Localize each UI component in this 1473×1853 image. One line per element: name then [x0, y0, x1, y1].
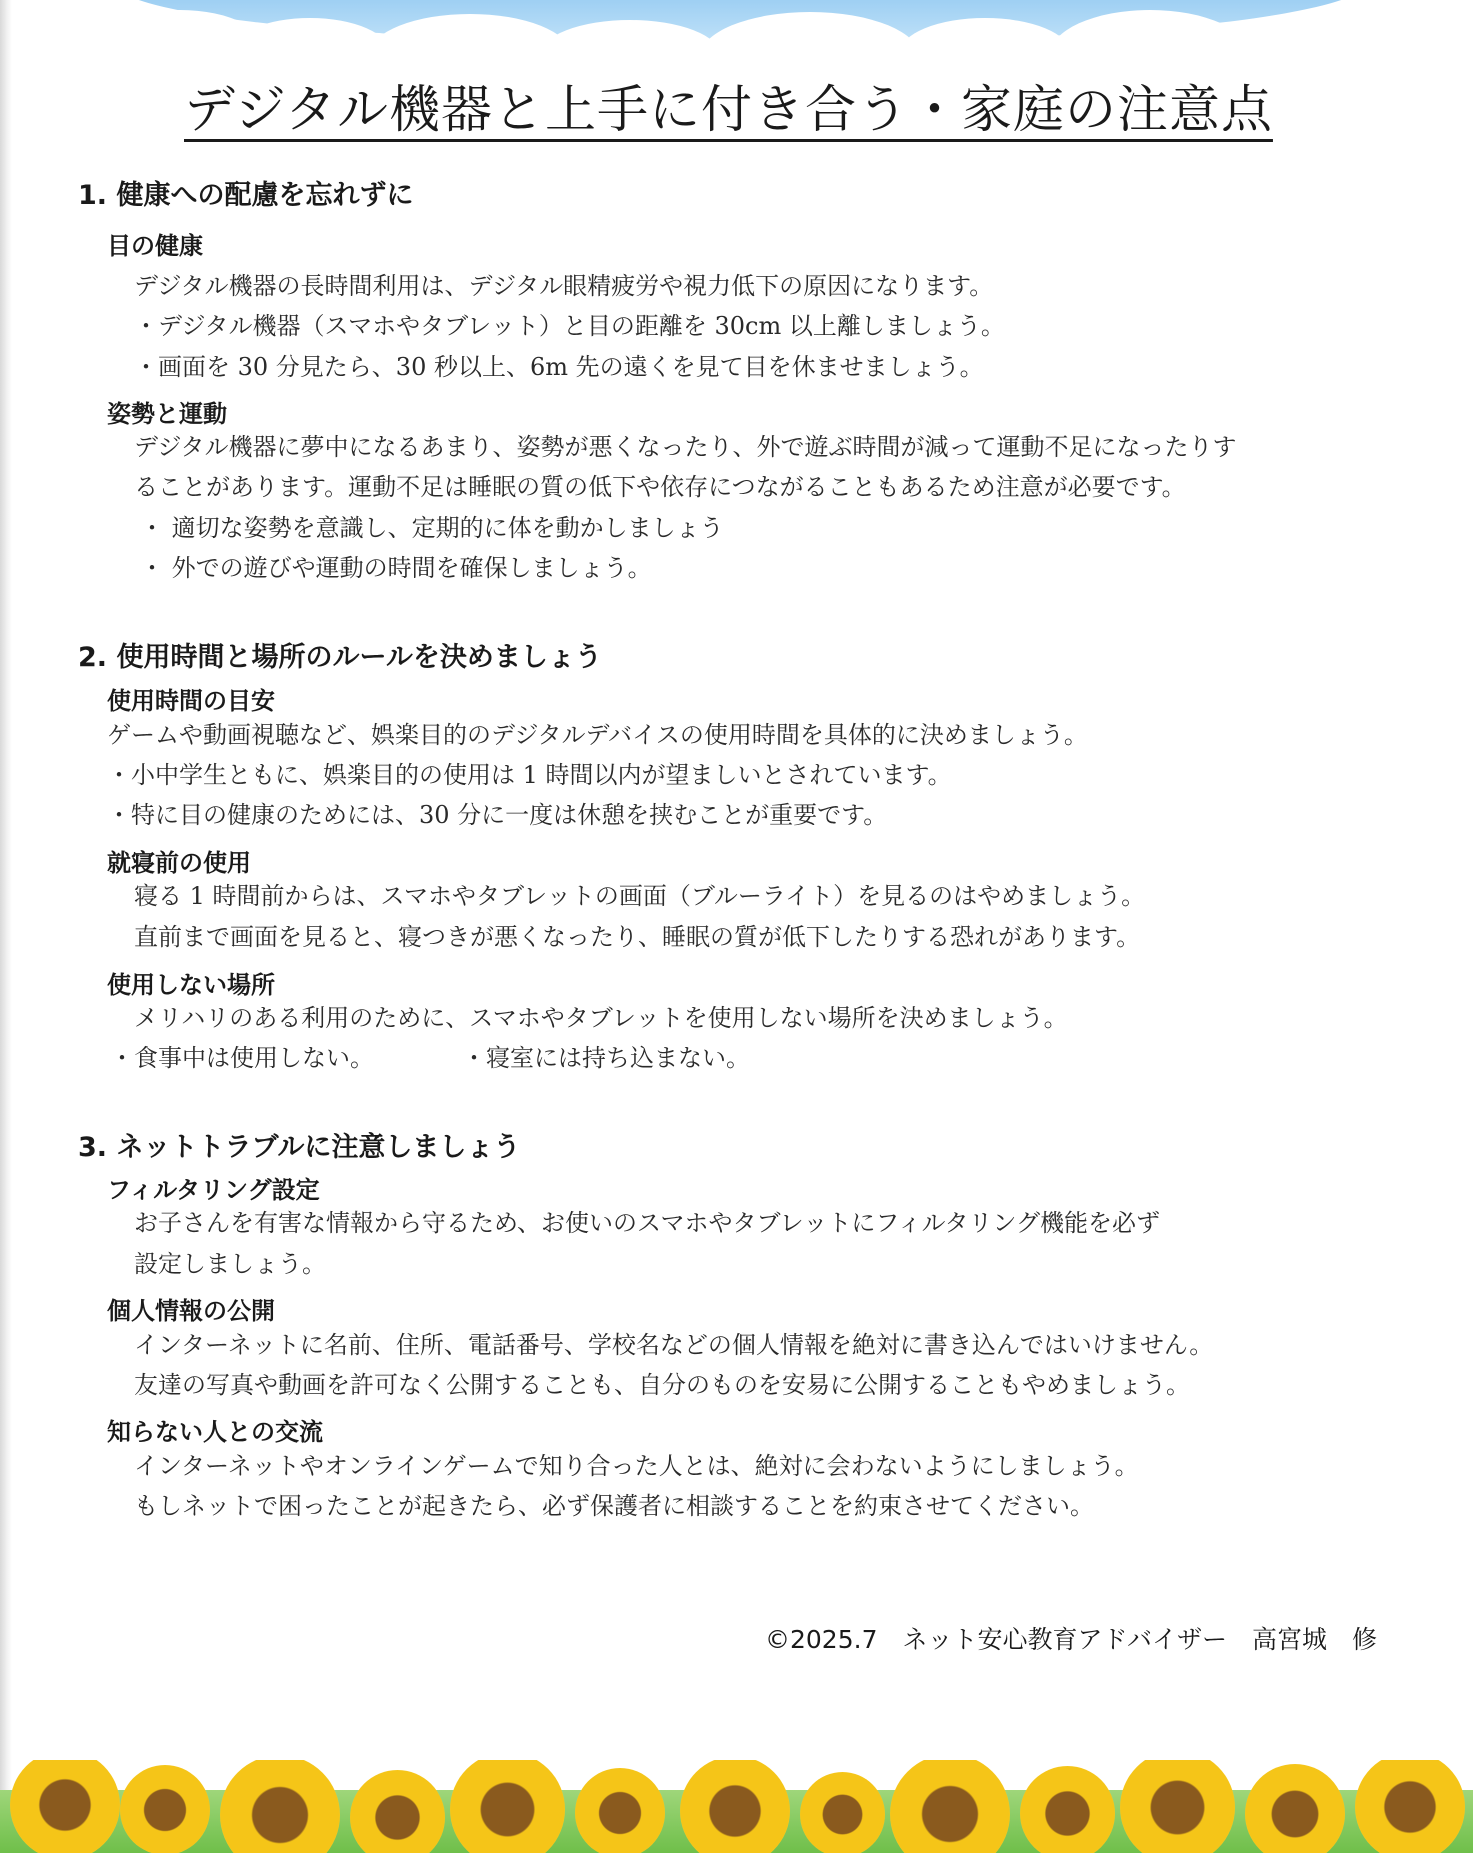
text-line: デジタル機器の長時間利用は、デジタル眼精疲労や視力低下の原因になります。: [134, 272, 994, 300]
bullet-item: ・ 外での遊びや運動の時間を確保しましょう。: [140, 554, 652, 582]
text-line: ゲームや動画視聴など、娯楽目的のデジタルデバイスの使用時間を具体的に決めましょう。: [107, 721, 1088, 749]
text-line: 友達の写真や動画を許可なく公開することも、自分のものを安易に公開することもやめましょう。: [134, 1371, 1190, 1399]
text-line: 直前まで画面を見ると、寝つきが悪くなったり、睡眠の質が低下したりする恐れがあります。: [134, 923, 1141, 951]
sky-cloud-banner: [110, 0, 1370, 45]
section-3-heading: 3. ネットトラブルに注意しましょう: [78, 1132, 521, 1163]
bullet-item: ・デジタル機器（スマホやタブレット）と目の距離を 30cm 以上離しましょう。: [134, 312, 1005, 340]
subheading-personal-info: 個人情報の公開: [107, 1297, 275, 1325]
text-line: デジタル機器に夢中になるあまり、姿勢が悪くなったり、外で遊ぶ時間が減って運動不足になったりす: [134, 433, 1237, 461]
text-line: お子さんを有害な情報から守るため、お使いのスマホやタブレットにフィルタリング機能を必ず: [134, 1209, 1160, 1237]
bullet-item: ・小中学生ともに、娯楽目的の使用は 1 時間以内が望ましいとされています。: [107, 761, 952, 789]
bullet-item: ・寝室には持ち込まない。: [462, 1044, 750, 1072]
subheading-posture-exercise: 姿勢と運動: [107, 400, 227, 428]
subheading-strangers: 知らない人との交流: [107, 1418, 323, 1446]
section-1-heading: 1. 健康への配慮を忘れずに: [78, 180, 414, 211]
subheading-eye-health: 目の健康: [107, 232, 203, 260]
text-line: メリハリのある利用のために、スマホやタブレットを使用しない場所を決めましょう。: [134, 1004, 1068, 1032]
subheading-usage-time: 使用時間の目安: [107, 687, 275, 715]
text-line: もしネットで困ったことが起きたら、必ず保護者に相談することを約束させてください。: [134, 1492, 1094, 1520]
subheading-no-use-places: 使用しない場所: [107, 971, 275, 999]
subheading-before-bed: 就寝前の使用: [107, 849, 251, 877]
bullet-item: ・食事中は使用しない。: [110, 1044, 374, 1072]
sunflower-border: [0, 1760, 1473, 1853]
page-title: デジタル機器と上手に付き合う・家庭の注意点: [184, 81, 1273, 140]
text-line: 設定しましょう。: [134, 1250, 326, 1278]
section-2-heading: 2. 使用時間と場所のルールを決めましょう: [78, 642, 602, 673]
text-line: インターネットやオンラインゲームで知り合った人とは、絶対に会わないようにしましょう。: [134, 1452, 1139, 1480]
text-line: ることがあります。運動不足は睡眠の質の低下や依存につながることもあるため注意が必要です。: [134, 473, 1186, 501]
page-edge-shadow: [0, 0, 12, 1853]
text-line: インターネットに名前、住所、電話番号、学校名などの個人情報を絶対に書き込んではいけません。: [134, 1331, 1214, 1359]
text-line: 寝る 1 時間前からは、スマホやタブレットの画面（ブルーライト）を見るのはやめましょう。: [134, 882, 1146, 910]
bullet-item: ・特に目の健康のためには、30 分に一度は休憩を挟むことが重要です。: [107, 801, 888, 829]
bullet-item: ・ 適切な姿勢を意識し、定期的に体を動かしましょう: [140, 514, 724, 542]
copyright-footer: ©2025.7 ネット安心教育アドバイザー 高宮城 修: [765, 1625, 1377, 1654]
bullet-item: ・画面を 30 分見たら、30 秒以上、6m 先の遠くを見て目を休ませましょう。: [134, 353, 984, 381]
subheading-filtering: フィルタリング設定: [107, 1176, 320, 1204]
